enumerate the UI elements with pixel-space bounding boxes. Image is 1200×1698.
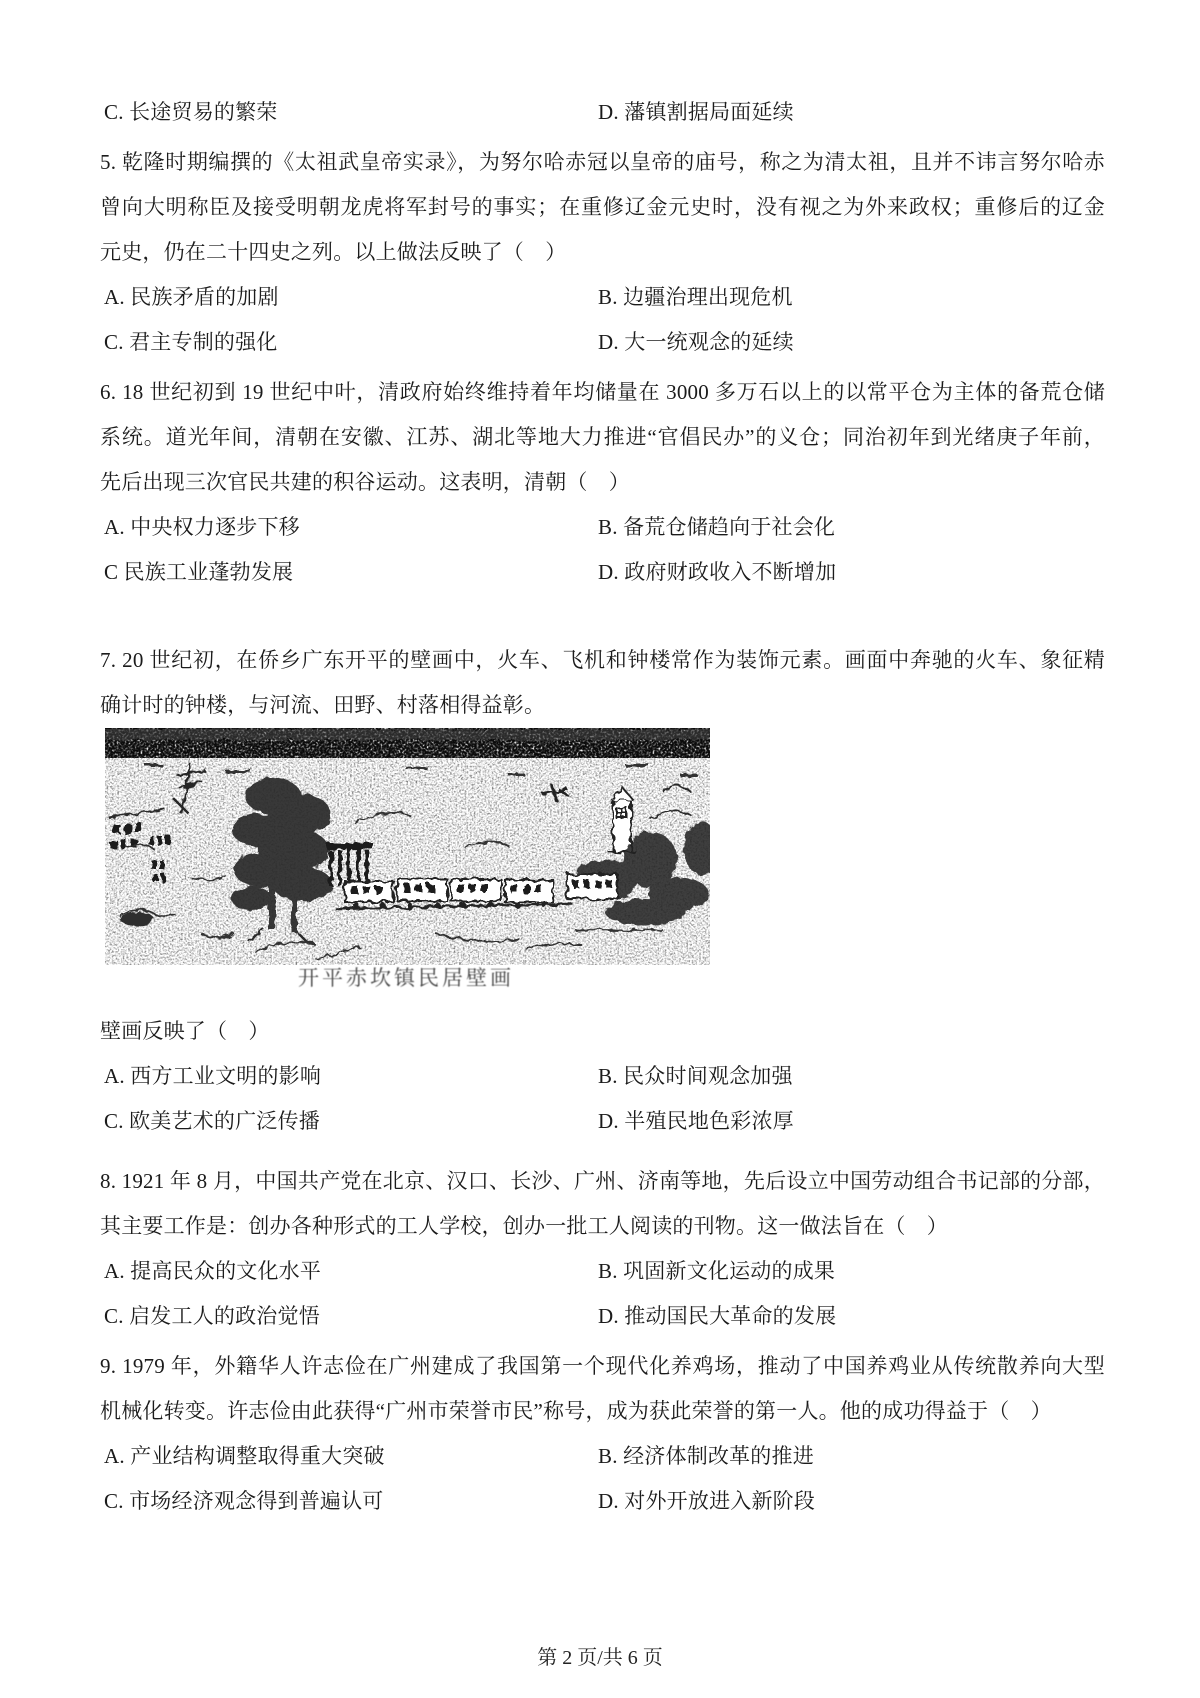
- question-8-options-row-cd: [100, 1294, 1105, 1339]
- question-5-stem-line-2: 曾向大明称臣及接受明朝龙虎将军封号的事实；在重修辽金元史时，没有视之为外来政权；重修后的辽金: [100, 195, 1105, 219]
- question-9-option-b: B. 经济体制改革的推进: [598, 1444, 814, 1468]
- question-9-stem-line-1: 9. 1979 年，外籍华人许志俭在广州建成了我国第一个现代化养鸡场，推动了中国养鸡业从传统散养向大型: [100, 1354, 1105, 1378]
- question-9-option-d: D. 对外开放进入新阶段: [598, 1489, 816, 1513]
- question-8-option-c: C. 启发工人的政治觉悟: [104, 1304, 320, 1328]
- question-4-options-row-cd: [100, 90, 1105, 135]
- question-9-options-row-ab: [100, 1434, 1105, 1479]
- question-9-option-a: A. 产业结构调整取得重大突破: [104, 1444, 385, 1468]
- question-5-options-row-ab: [100, 275, 1105, 320]
- question-5-option-b: B. 边疆治理出现危机: [598, 285, 793, 309]
- question-9-stem: [100, 1344, 1105, 1434]
- question-6-option-d: D. 政府财政收入不断增加: [598, 560, 837, 584]
- mural-image: [105, 728, 710, 965]
- question-6-stem-line-1: 6. 18 世纪初到 19 世纪中叶，清政府始终维持着年均储量在 3000 多万石以上的以常平仓为主体的备荒仓储: [100, 380, 1105, 404]
- question-6-options-row-cd: [100, 550, 1105, 595]
- question-8-stem-line-1: 8. 1921 年 8 月，中国共产党在北京、汉口、长沙、广州、济南等地，先后设立中国劳动组合书记部的分部，: [100, 1169, 1105, 1193]
- question-6-option-c: C 民族工业蓬勃发展: [104, 560, 294, 584]
- question-6-stem-line-2: 系统。道光年间，清朝在安徽、江苏、湖北等地大力推进“官倡民办”的义仓；同治初年到光绪庚子年前，: [100, 425, 1105, 449]
- question-7-options-row-ab: [100, 1054, 1105, 1099]
- page-indicator: 第 2 页/共 6 页: [537, 1647, 663, 1669]
- question-9-option-c: C. 市场经济观念得到普遍认可: [104, 1489, 384, 1513]
- exam-content: [100, 90, 1105, 1524]
- question-7-question-line: 壁画反映了（ ）: [100, 1019, 270, 1043]
- question-5-stem-line-3: 元史，仍在二十四史之列。以上做法反映了（ ）: [100, 240, 567, 264]
- question-9-options-row-cd: [100, 1479, 1105, 1524]
- question-5-options-row-cd: [100, 320, 1105, 365]
- question-6-option-a: A. 中央权力逐步下移: [104, 515, 300, 539]
- question-5-stem: [100, 140, 1105, 275]
- question-4-option-d: D. 藩镇割据局面延续: [598, 100, 794, 124]
- question-6-option-b: B. 备荒仓储趋向于社会化: [598, 515, 836, 539]
- question-6-options-row-ab: [100, 505, 1105, 550]
- question-8-stem: [100, 1159, 1105, 1249]
- question-8-option-a: A. 提高民众的文化水平: [104, 1259, 322, 1283]
- question-4-option-c: C. 长途贸易的繁荣: [104, 100, 278, 124]
- question-7-stem: [100, 638, 1105, 728]
- question-7-option-b: B. 民众时间观念加强: [598, 1064, 793, 1088]
- question-5-stem-line-1: 5. 乾隆时期编撰的《太祖武皇帝实录》，为努尔哈赤冠以皇帝的庙号，称之为清太祖，且并不讳言努尔哈赤: [100, 150, 1105, 174]
- page-footer: [0, 1638, 1200, 1678]
- question-7-stem-line-1: 7. 20 世纪初，在侨乡广东开平的壁画中，火车、飞机和钟楼常作为装饰元素。画面中奔驰的火车、象征精: [100, 648, 1105, 672]
- question-8-stem-line-2: 其主要工作是：创办各种形式的工人学校，创办一批工人阅读的刊物。这一做法旨在（ ）: [100, 1214, 948, 1238]
- question-8-options-row-ab: [100, 1249, 1105, 1294]
- question-5-option-c: C. 君主专制的强化: [104, 330, 278, 354]
- question-5-option-a: A. 民族矛盾的加剧: [104, 285, 279, 309]
- question-7-option-d: D. 半殖民地色彩浓厚: [598, 1109, 794, 1133]
- question-6-stem-line-3: 先后出现三次官民共建的积谷运动。这表明，清朝（ ）: [100, 470, 630, 494]
- question-5-option-d: D. 大一统观念的延续: [598, 330, 794, 354]
- question-7-options-row-cd: [100, 1099, 1105, 1144]
- question-9-stem-line-2: 机械化转变。许志俭由此获得“广州市荣誉市民”称号，成为获此荣誉的第一人。他的成功得益于（ ）: [100, 1399, 1052, 1423]
- question-6-stem: [100, 370, 1105, 505]
- question-7-figure: [100, 728, 712, 991]
- question-7-stem-line-2: 确计时的钟楼，与河流、田野、村落相得益彰。: [100, 693, 546, 717]
- question-8-option-b: B. 巩固新文化运动的成果: [598, 1259, 836, 1283]
- question-7-option-c: C. 欧美艺术的广泛传播: [104, 1109, 320, 1133]
- question-7-option-a: A. 西方工业文明的影响: [104, 1064, 322, 1088]
- mural-caption: 开平赤坎镇民居壁画: [298, 966, 514, 990]
- question-8-option-d: D. 推动国民大革命的发展: [598, 1304, 837, 1328]
